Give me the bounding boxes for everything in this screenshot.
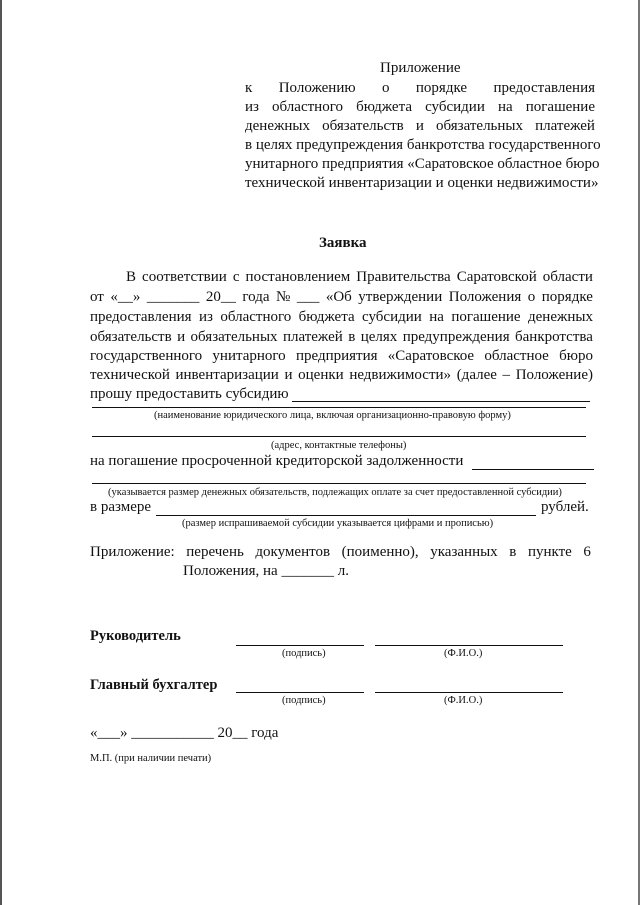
word: субсидии — [362, 309, 422, 325]
word: порядке — [415, 80, 468, 96]
word: о — [527, 289, 536, 305]
word: обязательств — [90, 329, 172, 345]
word: обязательных — [436, 118, 523, 134]
amount-line — [156, 515, 536, 516]
attachment-line-2: Положения, на _______ л. — [183, 563, 349, 579]
word: Положения — [448, 289, 522, 305]
head-fio-caption: (Ф.И.О.) — [444, 648, 483, 659]
attachment-line-1 — [90, 544, 591, 561]
accountant-fio-line — [375, 692, 563, 693]
word: соответствии — [142, 269, 227, 285]
word: Саратовской — [456, 269, 537, 285]
word: погашение — [525, 99, 595, 115]
word: погашение — [451, 309, 521, 325]
word: областного — [220, 309, 292, 325]
word: года — [242, 289, 270, 305]
word: денежных — [245, 118, 310, 134]
word: из — [245, 99, 259, 115]
word: о — [381, 80, 390, 96]
word: инвентаризации — [175, 367, 279, 383]
appendix-line-5: унитарного предприятия «Саратовское областное бюро — [245, 156, 600, 172]
word: платежей — [535, 118, 595, 134]
word: (далее — [456, 367, 497, 383]
word: целях — [360, 329, 398, 345]
word: государственного — [90, 348, 203, 364]
word: В — [126, 269, 137, 285]
word: и — [284, 367, 293, 383]
word: постановлением — [245, 269, 351, 285]
word: предоставления — [493, 80, 595, 96]
word: Правительства — [356, 269, 451, 285]
body-line-6 — [90, 367, 593, 384]
org-name-caption: (наименование юридического лица, включая организационно-правовую форму) — [154, 410, 511, 421]
word: унитарного — [212, 348, 286, 364]
word: с — [232, 269, 240, 285]
body-line-4 — [90, 329, 593, 346]
word: на — [429, 309, 444, 325]
amount-caption: (размер испрашиваемой субсидии указывается цифрами и прописью) — [182, 518, 494, 529]
word: обязательных — [190, 329, 278, 345]
word: бюджета — [356, 99, 412, 115]
word: субсидии — [425, 99, 485, 115]
scan-edge-left — [0, 0, 2, 905]
word: бюджета — [298, 309, 355, 325]
word: в — [509, 544, 517, 560]
word: на — [497, 99, 513, 115]
word: от — [90, 289, 104, 305]
word: банкротства — [515, 329, 593, 345]
word: Приложение: — [90, 544, 175, 560]
head-fio-line — [375, 645, 563, 646]
address-line — [92, 436, 586, 437]
head-signature-line — [236, 645, 364, 646]
word: – — [502, 367, 511, 383]
amount-label: в размере — [90, 499, 152, 515]
word: предупреждения — [402, 329, 510, 345]
appendix-line-4: в целях предупреждения банкротства государственного — [245, 137, 601, 153]
body-line-5 — [90, 348, 593, 365]
word: оценки — [298, 367, 344, 383]
word: и — [177, 329, 186, 345]
appendix-line-1 — [245, 80, 595, 97]
word: 20__ — [205, 289, 236, 305]
word: документов — [255, 544, 331, 560]
repayment-text: на погашение просроченной кредиторской задолженности — [90, 453, 464, 469]
word: перечень — [186, 544, 244, 560]
accountant-label: Главный бухгалтер — [90, 677, 218, 693]
head-label: Руководитель — [90, 628, 181, 644]
word: ___ — [296, 289, 320, 305]
word: № — [276, 289, 291, 305]
word: бюро — [559, 348, 593, 364]
appendix-line-6: технической инвентаризации и оценки недвижимости» — [245, 175, 599, 191]
word: «Саратовское — [387, 348, 475, 364]
word: и — [415, 118, 424, 134]
word: платежей — [282, 329, 343, 345]
accountant-signature-caption: (подпись) — [282, 695, 326, 706]
seal-note: М.П. (при наличии печати) — [90, 753, 212, 764]
org-name-line — [92, 407, 586, 408]
obligations-line — [92, 483, 586, 484]
word: _______ — [146, 289, 200, 305]
word: указанных — [430, 544, 498, 560]
word: недвижимости» — [349, 367, 452, 383]
word: в — [348, 329, 356, 345]
word: утверждении — [358, 289, 443, 305]
word: области — [542, 269, 593, 285]
subsidy-blank-line — [292, 401, 590, 402]
appendix-line-3 — [245, 118, 595, 135]
document-title: Заявка — [319, 235, 367, 251]
appendix-line-2 — [245, 99, 595, 116]
accountant-fio-caption: (Ф.И.О.) — [444, 695, 483, 706]
word: 6 — [583, 544, 591, 560]
body-line-2 — [90, 289, 593, 306]
word: пункте — [527, 544, 572, 560]
word: Положение) — [515, 367, 593, 383]
word: (поименно), — [341, 544, 419, 560]
word: областное — [484, 348, 549, 364]
word: к — [245, 80, 253, 96]
word: предоставления — [90, 309, 192, 325]
word: из — [198, 309, 213, 325]
head-signature-caption: (подпись) — [282, 648, 326, 659]
body-line-1 — [126, 269, 593, 286]
request-text: прошу предоставить субсидию — [90, 386, 289, 402]
word: Положению — [278, 80, 356, 96]
obligations-caption: (указывается размер денежных обязательств, подлежащих оплате за счет предоставленной субсидии) — [108, 487, 562, 498]
date-line: «___» ___________ 20__ года — [90, 725, 279, 741]
address-caption: (адрес, контактные телефоны) — [271, 440, 407, 451]
word: порядке — [541, 289, 593, 305]
word: денежных — [528, 309, 593, 325]
word: областного — [272, 99, 343, 115]
word: предприятия — [295, 348, 378, 364]
body-line-3 — [90, 309, 593, 326]
appendix-title: Приложение — [380, 60, 461, 76]
word: «Об — [325, 289, 352, 305]
accountant-signature-line — [236, 692, 364, 693]
word: обязательств — [322, 118, 404, 134]
word: технической — [90, 367, 170, 383]
rubles-label: рублей. — [541, 499, 589, 515]
repayment-blank-line — [472, 469, 594, 470]
word: «__» — [110, 289, 141, 305]
